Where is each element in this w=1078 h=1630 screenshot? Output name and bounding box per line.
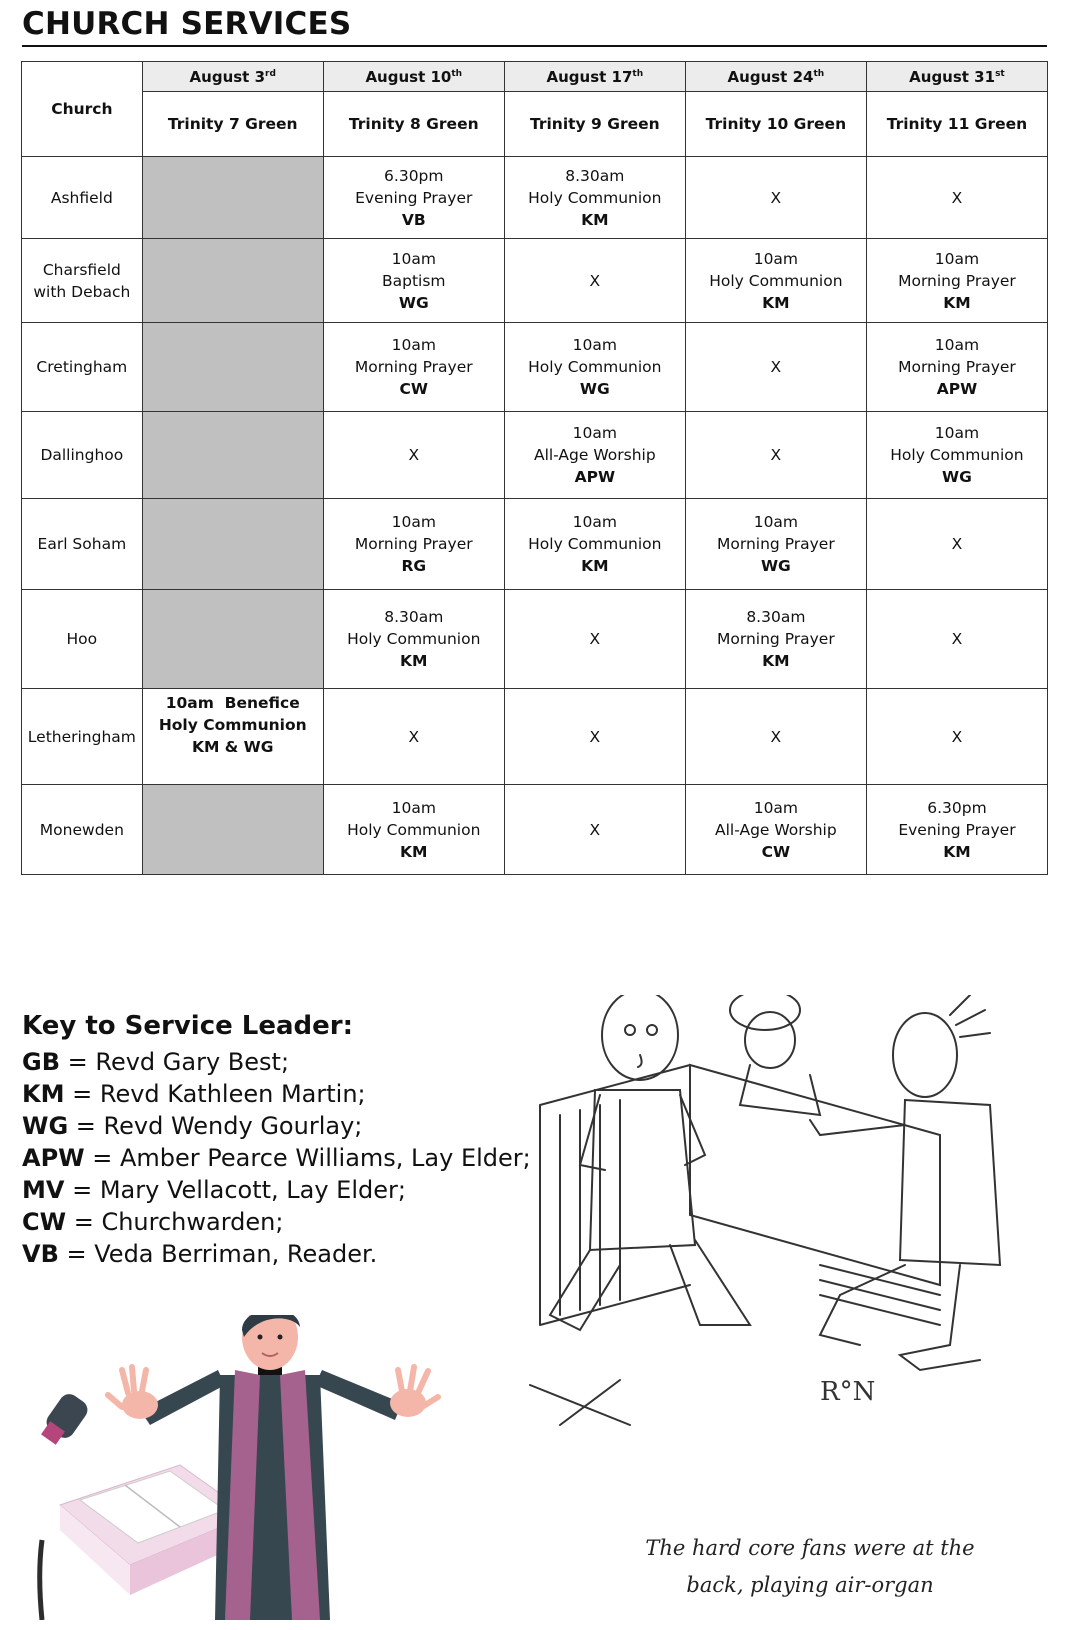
key-entry: GB = Revd Gary Best; — [22, 1048, 290, 1076]
date-header-aug-10: August 10th — [323, 62, 504, 92]
table-row — [22, 412, 1048, 499]
no-service-mark: X — [866, 590, 1047, 689]
no-service-mark: X — [323, 689, 504, 785]
no-service-mark: X — [685, 689, 866, 785]
date-header-aug-24: August 24th — [685, 62, 866, 92]
no-service-mark: X — [685, 157, 866, 239]
page-title: CHURCH SERVICES — [22, 6, 352, 42]
caption-line: back, playing air-organ — [686, 1573, 934, 1597]
church-column-header: Church — [22, 62, 143, 157]
service-leader-key — [22, 1011, 531, 1270]
no-service-mark: X — [504, 239, 685, 323]
sunday-name-aug-17: Trinity 9 Green — [504, 92, 685, 157]
title-rule — [22, 45, 1047, 47]
sunday-name-aug-31: Trinity 11 Green — [866, 92, 1047, 157]
service-cell: 8.30am Morning Prayer KM — [685, 590, 866, 689]
church-name: Monewden — [22, 785, 143, 875]
service-cell: 10am Morning Prayer CW — [323, 323, 504, 412]
key-entry: VB = Veda Berriman, Reader. — [22, 1240, 378, 1268]
sunday-name-aug-3: Trinity 7 Green — [142, 92, 323, 157]
service-cell: 10am Morning Prayer WG — [685, 499, 866, 590]
no-service-cell — [142, 157, 323, 239]
date-header-aug-17: August 17th — [504, 62, 685, 92]
no-service-cell — [142, 323, 323, 412]
table-row — [22, 590, 1048, 689]
no-service-mark: X — [323, 412, 504, 499]
date-header-row — [22, 62, 1048, 92]
no-service-cell — [142, 785, 323, 875]
table-row — [22, 157, 1048, 239]
service-cell: 10am Morning Prayer APW — [866, 323, 1047, 412]
no-service-cell — [142, 499, 323, 590]
church-name: Earl Soham — [22, 499, 143, 590]
table-row — [22, 785, 1048, 875]
no-service-cell — [142, 590, 323, 689]
no-service-cell — [142, 239, 323, 323]
services-table — [21, 61, 1048, 875]
service-cell: 10am Holy Communion KM — [323, 785, 504, 875]
no-service-mark: X — [685, 323, 866, 412]
service-cell: 10am All-Age Worship CW — [685, 785, 866, 875]
date-header-aug-3: August 3rd — [142, 62, 323, 92]
church-name: Ashfield — [22, 157, 143, 239]
service-cell: 10am Holy Communion WG — [866, 412, 1047, 499]
key-entry: KM = Revd Kathleen Martin; — [22, 1080, 366, 1108]
service-cell: 10am Holy Communion KM — [504, 499, 685, 590]
service-cell: 6.30pm Evening Prayer VB — [323, 157, 504, 239]
cartoon-signature: R°N — [820, 1377, 876, 1407]
service-cell: 10am Morning Prayer KM — [866, 239, 1047, 323]
no-service-cell — [142, 412, 323, 499]
no-service-mark: X — [866, 157, 1047, 239]
table-row — [22, 689, 1048, 785]
key-entry: WG = Revd Wendy Gourlay; — [22, 1112, 363, 1140]
table-row — [22, 239, 1048, 323]
church-name: Cretingham — [22, 323, 143, 412]
service-cell: 10am Morning Prayer RG — [323, 499, 504, 590]
table-row — [22, 323, 1048, 412]
service-cell: 10am All-Age Worship APW — [504, 412, 685, 499]
sunday-name-aug-24: Trinity 10 Green — [685, 92, 866, 157]
key-entry: MV = Mary Vellacott, Lay Elder; — [22, 1176, 406, 1204]
date-header-aug-31: August 31st — [866, 62, 1047, 92]
key-entry: CW = Churchwarden; — [22, 1208, 284, 1236]
no-service-mark: X — [866, 689, 1047, 785]
church-name: Hoo — [22, 590, 143, 689]
service-cell: 6.30pm Evening Prayer KM — [866, 785, 1047, 875]
key-title: Key to Service Leader: — [22, 1011, 354, 1041]
caption-line: The hard core fans were at the — [645, 1536, 975, 1560]
key-entry: APW = Amber Pearce Williams, Lay Elder; — [22, 1144, 531, 1172]
table-row — [22, 499, 1048, 590]
no-service-mark: X — [504, 689, 685, 785]
sunday-name-aug-10: Trinity 8 Green — [323, 92, 504, 157]
church-name: Charsfield with Debach — [22, 239, 143, 323]
cartoon-illustration — [520, 995, 1045, 1505]
service-cell: 10am Holy Communion WG — [504, 323, 685, 412]
no-service-mark: X — [866, 499, 1047, 590]
cartoon-caption — [600, 1530, 1020, 1604]
benefice-service-cell: 10am Benefice Holy Communion KM & WG — [142, 689, 323, 785]
service-cell: 8.30am Holy Communion KM — [323, 590, 504, 689]
church-name: Dallinghoo — [22, 412, 143, 499]
service-cell: 10am Holy Communion KM — [685, 239, 866, 323]
service-cell: 8.30am Holy Communion KM — [504, 157, 685, 239]
no-service-mark: X — [504, 590, 685, 689]
no-service-mark: X — [685, 412, 866, 499]
church-name: Letheringham — [22, 689, 143, 785]
vicar-illustration — [30, 1315, 480, 1620]
sunday-header-row — [22, 92, 1048, 157]
no-service-mark: X — [504, 785, 685, 875]
service-cell: 10am Baptism WG — [323, 239, 504, 323]
